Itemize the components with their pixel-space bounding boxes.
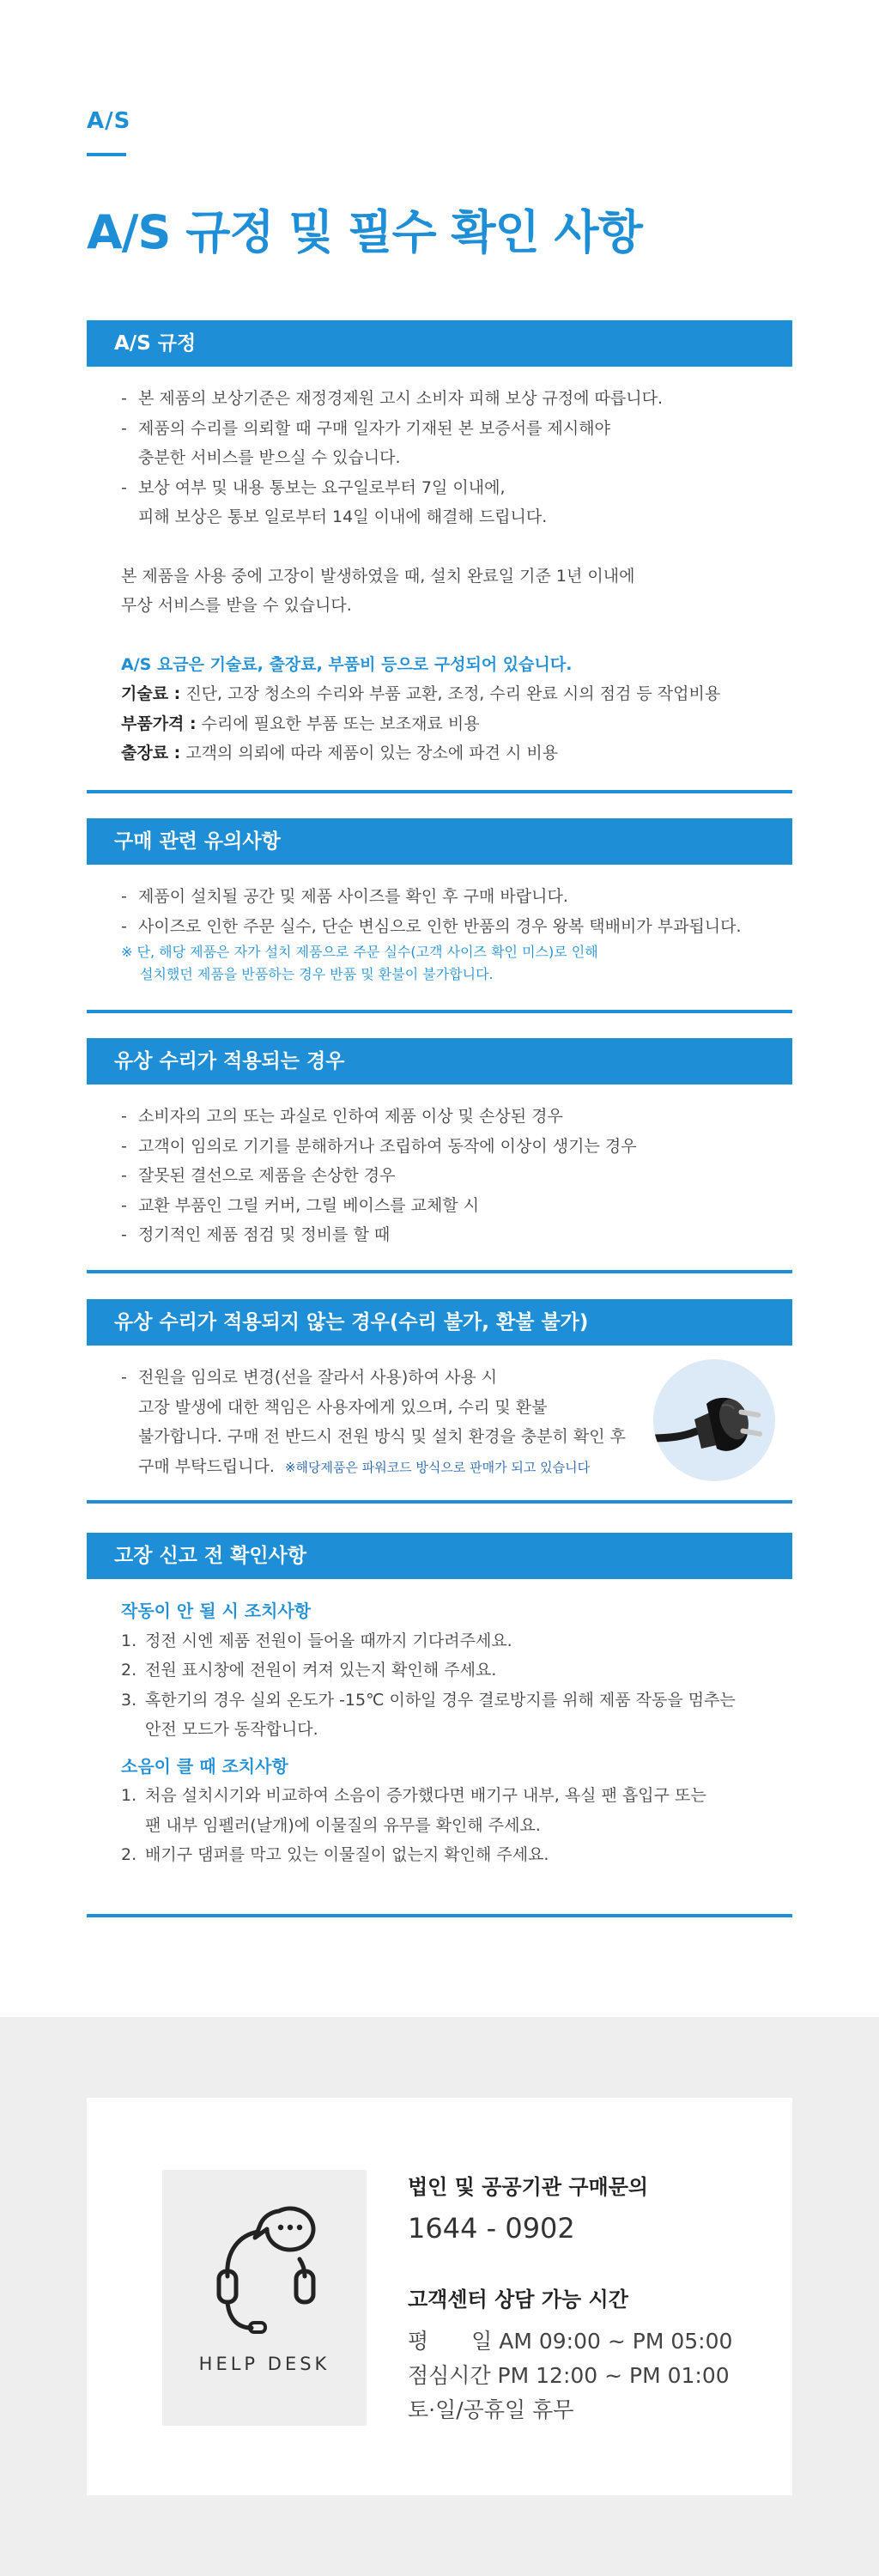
list-item-continuation: 고장 발생에 대한 책임은 사용자에게 있으며, 수리 및 환불 xyxy=(138,1397,548,1417)
list-item-continuation: 불가합니다. 구매 전 반드시 전원 방식 및 설치 환경을 충분히 확인 후 xyxy=(138,1427,627,1446)
list-item: - 잘못된 결선으로 제품을 손상한 경우 xyxy=(121,1161,792,1191)
fee-row xyxy=(121,709,792,739)
item-text: 혹한기의 경우 실외 온도가 -15℃ 이하일 경우 결로방지를 위해 제품 작동을 멈추는 xyxy=(145,1690,736,1710)
item-number: 1. xyxy=(121,1786,137,1805)
item-text: 정전 시엔 제품 전원이 들어올 때까지 기다려주세요. xyxy=(145,1631,512,1650)
section-body xyxy=(87,865,792,986)
section-heading: 구매 관련 유의사항 xyxy=(87,818,792,865)
no-repair-section xyxy=(87,1299,792,1504)
purchase-note: ※ 단, 해당 제품은 자가 설치 제품으로 주문 실수(고객 사이즈 확인 미스)로 인해 xyxy=(121,944,598,960)
item-number: 1. xyxy=(121,1631,137,1650)
list-item: - 제품이 설치될 공간 및 제품 사이즈를 확인 후 구매 바랍니다. xyxy=(121,882,792,912)
list-item: - 보상 여부 및 내용 통보는 요구일로부터 7일 이내에, xyxy=(121,473,792,503)
hours-title: 고객센터 상담 가능 시간 xyxy=(408,2287,628,2312)
item-text: 배기구 댐퍼를 막고 있는 이물질이 없는지 확인해 주세요. xyxy=(145,1845,549,1864)
tag-underline xyxy=(87,153,126,156)
item-number: 2. xyxy=(121,1661,137,1680)
numbered-item-continuation: 팬 내부 임펠러(날개)에 이물질의 유무를 확인해 주세요. xyxy=(145,1815,541,1835)
numbered-item xyxy=(121,1626,792,1656)
fee-row xyxy=(121,679,792,709)
list-item: - 전원을 임의로 변경(선을 잘라서 사용)하여 사용 시 xyxy=(121,1363,792,1393)
hours-line: 토·일/공휴일 휴무 xyxy=(408,2397,574,2422)
hours-line: 점심시간 PM 12:00 ~ PM 01:00 xyxy=(408,2363,730,2388)
fee-text: 수리에 필요한 부품 또는 보조재료 비용 xyxy=(196,714,480,733)
free-service-text: 무상 서비스를 받을 수 있습니다. xyxy=(121,596,352,615)
inquiry-title: 법인 및 공공기관 구매문의 xyxy=(408,2175,649,2199)
hours-line: 평 일 AM 09:00 ~ PM 05:00 xyxy=(408,2329,733,2354)
help-desk-label: HELP DESK xyxy=(198,2354,330,2374)
numbered-item xyxy=(121,1656,792,1686)
numbered-item xyxy=(121,1840,792,1870)
noise-title: 소음이 클 때 조치사항 xyxy=(121,1755,288,1777)
list-item-continuation: 충분한 서비스를 받으실 수 있습니다. xyxy=(138,448,401,467)
numbered-item xyxy=(121,1686,792,1716)
fee-row xyxy=(121,738,792,769)
item-text: 전원 표시창에 전원이 켜져 있는지 확인해 주세요. xyxy=(145,1661,497,1680)
page-tag: A/S xyxy=(87,108,131,134)
list-item: - 고객이 임의로 기기를 분해하거나 조립하여 동작에 이상이 생기는 경우 xyxy=(121,1132,792,1162)
fee-text: 진단, 고장 청소의 수리와 부품 교환, 조정, 수리 완료 시의 점검 등 작업비용 xyxy=(180,684,721,703)
list-item: - 본 제품의 보상기준은 재정경제원 고시 소비자 피해 보상 규정에 따릅니다. xyxy=(121,384,792,414)
fee-text: 고객의 의뢰에 따라 제품이 있는 장소에 파견 시 비용 xyxy=(180,744,559,762)
section-heading: 고장 신고 전 확인사항 xyxy=(87,1533,792,1579)
help-desk-box xyxy=(162,2170,367,2426)
numbered-item xyxy=(121,1781,792,1811)
not-working-title: 작동이 안 될 시 조치사항 xyxy=(121,1601,312,1621)
item-number: 2. xyxy=(121,1845,137,1864)
as-rules-section xyxy=(87,320,792,793)
list-item: - 사이즈로 인한 주문 실수, 단순 변심으로 인한 반품의 경우 왕복 택배비가 부과됩니다. xyxy=(121,912,792,942)
power-plug-icon xyxy=(653,1359,775,1481)
headset-chat-icon xyxy=(162,2170,367,2342)
power-plug-graphic xyxy=(653,1359,775,1481)
item-number: 3. xyxy=(121,1690,137,1710)
section-body xyxy=(87,367,792,769)
fee-label: 출장료 : xyxy=(121,744,181,762)
list-item: - 교환 부품인 그릴 커버, 그릴 베이스를 교체할 시 xyxy=(121,1191,792,1221)
free-service-text: 본 제품을 사용 중에 고장이 발생하였을 때, 설치 완료일 기준 1년 이내에 xyxy=(121,566,635,586)
list-item: - 정기적인 제품 점검 및 정비를 할 때 xyxy=(121,1220,792,1250)
section-heading: A/S 규정 xyxy=(87,320,792,367)
section-heading: 유상 수리가 적용되는 경우 xyxy=(87,1038,792,1084)
numbered-item-continuation: 안전 모드가 동작합니다. xyxy=(145,1720,318,1739)
list-item-continuation: 피해 보상은 통보 일로부터 14일 이내에 해결해 드립니다. xyxy=(138,507,548,526)
purchase-notice-section xyxy=(87,818,792,1013)
fee-heading: A/S 요금은 기술료, 출장료, 부품비 등으로 구성되어 있습니다. xyxy=(121,654,573,674)
contact-info xyxy=(408,2170,732,2427)
hours-list xyxy=(408,2324,732,2427)
item-text: 처음 설치시기와 비교하여 소음이 증가했다면 배기구 내부, 욕실 팬 흡입구 또는 xyxy=(145,1786,706,1805)
fee-label: 부품가격 : xyxy=(121,714,197,733)
section-heading: 유상 수리가 적용되지 않는 경우(수리 불가, 환불 불가) xyxy=(87,1299,792,1346)
section-body xyxy=(87,1084,792,1250)
paid-repair-section xyxy=(87,1038,792,1273)
list-item: - 소비자의 고의 또는 과실로 인하여 제품 이상 및 손상된 경우 xyxy=(121,1102,792,1132)
contact-card xyxy=(87,2098,792,2495)
power-cord-note: ※해당제품은 파워코드 방식으로 판매가 되고 있습니다 xyxy=(284,1459,591,1475)
footer xyxy=(0,2017,879,2576)
phone-number: 1644 - 0902 xyxy=(408,2212,575,2245)
section-body xyxy=(87,1579,792,1870)
purchase-note-continuation: 설치했던 제품을 반품하는 경우 반품 및 환불이 불가합니다. xyxy=(140,966,494,982)
fee-label: 기술료 : xyxy=(121,684,181,703)
page-title: A/S 규정 및 필수 확인 사항 xyxy=(87,205,642,259)
troubleshoot-section xyxy=(87,1533,792,1917)
list-item: - 제품의 수리를 의뢰할 때 구매 일자가 기재된 본 보증서를 제시해야 xyxy=(121,414,792,444)
list-item-text: 구매 부탁드립니다. xyxy=(138,1456,275,1476)
